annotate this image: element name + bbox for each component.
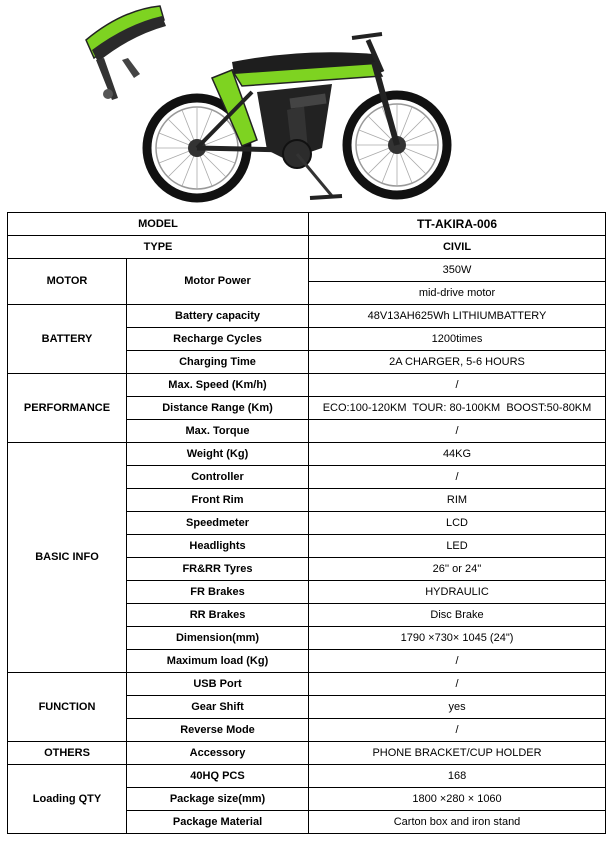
row-value: PHONE BRACKET/CUP HOLDER [309,742,606,765]
row-label: Package size(mm) [127,788,309,811]
row-label: Max. Speed (Km/h) [127,374,309,397]
row-label: FR&RR Tyres [127,558,309,581]
row-value: yes [309,696,606,719]
row-value: ECO:100-120KM TOUR: 80-100KM BOOST:50-80KM [309,397,606,420]
row-value: 2A CHARGER, 5-6 HOURS [309,351,606,374]
group-label-loading-qty: Loading QTY [8,765,127,834]
row-value: / [309,650,606,673]
seat-closeup-icon [86,6,166,100]
table-row [8,259,606,282]
group-label-basic-info: BASIC INFO [8,443,127,673]
row-label: Recharge Cycles [127,328,309,351]
row-label: Reverse Mode [127,719,309,742]
row-value: 44KG [309,443,606,466]
row-label: Speedmeter [127,512,309,535]
row-label: Accessory [127,742,309,765]
type-value: CIVIL [309,236,606,259]
group-label-performance: PERFORMANCE [8,374,127,443]
row-value: 1790 ×730× 1045 (24") [309,627,606,650]
row-label: Package Material [127,811,309,834]
type-label: TYPE [8,236,309,259]
row-label: Weight (Kg) [127,443,309,466]
spec-table [7,212,606,834]
model-value: TT-AKIRA-006 [309,213,606,236]
electric-bike-photo [82,0,532,206]
row-value: Disc Brake [309,604,606,627]
model-label: MODEL [8,213,309,236]
row-value: 350W [309,259,606,282]
row-value: 26'' or 24'' [309,558,606,581]
group-label-others: OTHERS [8,742,127,765]
row-label: Motor Power [127,259,309,305]
group-label-function: FUNCTION [8,673,127,742]
row-label: Controller [127,466,309,489]
row-value: / [309,673,606,696]
row-value: / [309,466,606,489]
row-value: 1200times [309,328,606,351]
row-value: 168 [309,765,606,788]
row-label: Battery capacity [127,305,309,328]
table-row-model [8,213,606,236]
table-row [8,305,606,328]
row-label: Maximum load (Kg) [127,650,309,673]
table-row [8,673,606,696]
row-value: 48V13AH625Wh LITHIUMBATTERY [309,305,606,328]
table-row-type [8,236,606,259]
row-value: RIM [309,489,606,512]
group-label-battery: BATTERY [8,305,127,374]
row-value: LED [309,535,606,558]
row-label: 40HQ PCS [127,765,309,788]
table-row [8,443,606,466]
row-label: Max. Torque [127,420,309,443]
row-label: FR Brakes [127,581,309,604]
row-label: Dimension(mm) [127,627,309,650]
row-value: / [309,374,606,397]
row-label: Gear Shift [127,696,309,719]
row-label: Front Rim [127,489,309,512]
group-label-motor: MOTOR [8,259,127,305]
row-value: mid-drive motor [309,282,606,305]
row-label: Charging Time [127,351,309,374]
row-label: Distance Range (Km) [127,397,309,420]
row-value: / [309,719,606,742]
row-label: RR Brakes [127,604,309,627]
table-row [8,374,606,397]
table-row [8,765,606,788]
row-value: Carton box and iron stand [309,811,606,834]
table-row [8,742,606,765]
row-value: / [309,420,606,443]
row-value: 1800 ×280 × 1060 [309,788,606,811]
row-label: Headlights [127,535,309,558]
row-label: USB Port [127,673,309,696]
row-value: HYDRAULIC [309,581,606,604]
row-value: LCD [309,512,606,535]
